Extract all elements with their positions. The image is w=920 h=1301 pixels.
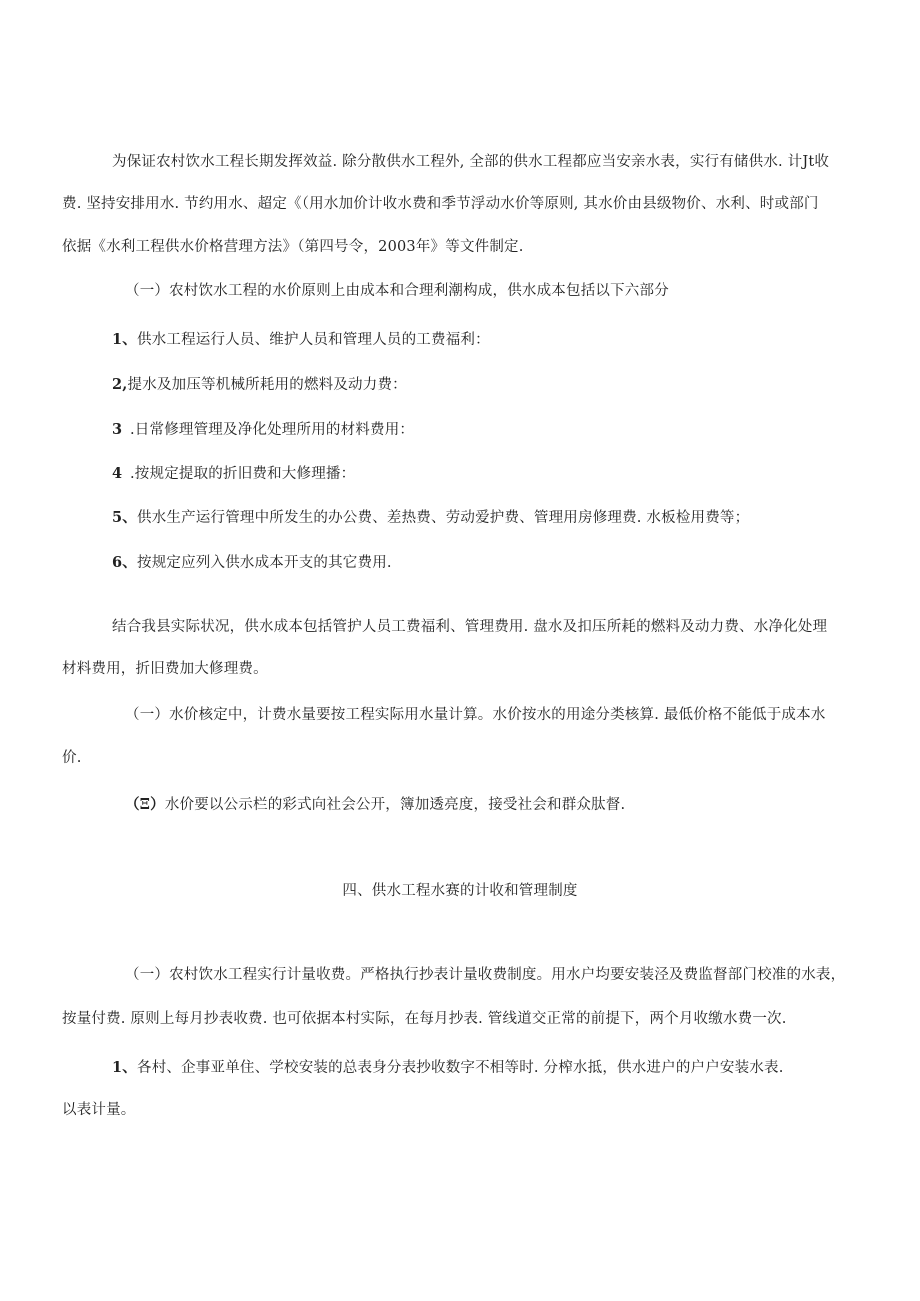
list-number: 1、 [112, 1059, 137, 1076]
section4-line: 按量付费. 原则上每月抄表收费. 也可依据本村实际，在每月抄表. 管线道交正常的前提下，两个月收缴水费一次. [62, 1011, 787, 1027]
section2-line: 价. [62, 750, 82, 766]
list-number: 5、 [112, 509, 137, 526]
intro-line: 费. 坚持安排用水. 节约用水、超定《（用水加价计收水费和季节浮动水价等原则, 其水价由县级物价、水利、时或部门 [62, 196, 819, 212]
intro-line: 依据《水利工程供水价格营理方法》（第四号令，2003年》等文件制定. [62, 239, 524, 255]
list-item [112, 464, 355, 484]
list-number: 1、 [112, 331, 137, 348]
list-text: 供水生产运行管理中所发生的办公费、差热费、劳动爱护费、管理用房修理费. 水板检用费等； [137, 510, 750, 526]
list-item [112, 330, 490, 350]
list-item [112, 375, 407, 395]
list-text: 按规定应列入供水成本开支的其它费用. [137, 555, 392, 571]
list-text: 各村、企事亚单住、学校安装的总表身分表抄收数字不相等时. 分榨水抵，供水进户的户户安装水表. [137, 1060, 784, 1076]
list-number: 2, [112, 376, 128, 393]
section3-label: （Ξ） [125, 796, 165, 813]
list-text: 供水工程运行人员、维护人员和管理人员的工费福利： [137, 332, 490, 348]
list-item-continued: 以表计量。 [62, 1102, 136, 1118]
summary-line: 结合我县实际状况，供水成本包括管护人员工费福利、管理费用. 盘水及扣压所耗的燃料及动力费、水净化处理 [112, 619, 828, 635]
list-text: 提水及加压等机械所耗用的燃料及动力费： [127, 377, 407, 393]
intro-line: 为保证农村饮水工程长期发挥效益. 除分散供水工程外, 全部的供水工程都应当安亲水表，实行有储供水. 计Jt收 [112, 154, 830, 170]
list-item [112, 1058, 784, 1078]
chapter4-title: 四、供水工程水赛的计收和管理制度 [342, 883, 578, 899]
list-number: 3 [112, 421, 123, 438]
list-text: .日常修理管理及净化处理所用的材料费用： [130, 422, 415, 438]
list-item [112, 420, 414, 440]
list-number: 6、 [112, 554, 137, 571]
summary-line: 材料费用，折旧费加大修理费。 [62, 661, 268, 677]
section3-paragraph [125, 795, 625, 815]
list-number: 4 [112, 465, 123, 482]
section4-line: （一）农村饮水工程实行计量收费。严格执行抄表计量收费制度。用水户均要安装泾及费监督部门校准的水表， [125, 967, 846, 983]
list-item [112, 508, 749, 528]
section2-line: （一）水价核定中，计费水量要按工程实际用水量计算。水价按水的用途分类核算. 最低价格不能低于成本水 [125, 707, 826, 723]
section1-heading: （一）农村饮水工程的水价原则上由成本和合理利潮构成，供水成本包括以下六部分 [125, 283, 669, 299]
list-item [112, 553, 392, 573]
list-text: .按规定提取的折旧费和大修理播： [130, 466, 356, 482]
section3-text: 水价要以公示栏的彩式向社会公开，簿加透亮度，接受社会和群众肽督. [164, 797, 626, 813]
